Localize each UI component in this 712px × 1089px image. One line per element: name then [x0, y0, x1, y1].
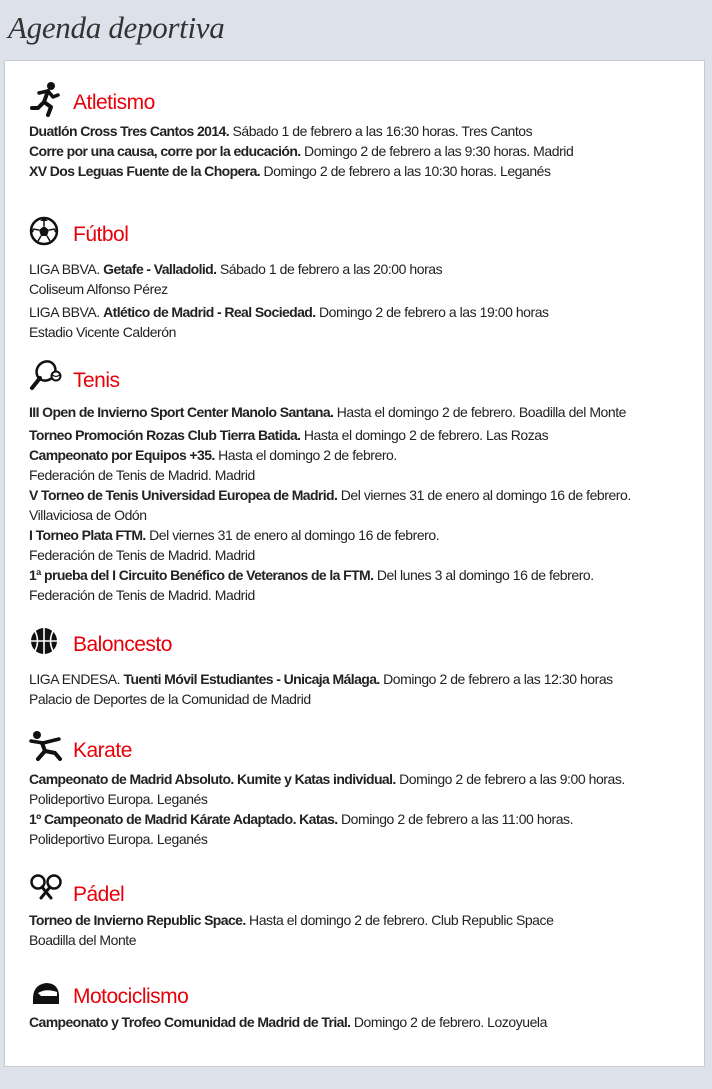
section-motociclismo: [29, 975, 699, 1032]
event-venue: Estadio Vicente Calderón: [29, 324, 176, 340]
event-venue: Federación de Tenis de Madrid. Madrid: [29, 587, 255, 603]
section-baloncesto: [29, 623, 699, 709]
section-tenis: [29, 359, 699, 605]
karate-kick-icon: [29, 729, 63, 765]
runner-icon: [29, 81, 63, 117]
basketball-icon: [29, 625, 63, 661]
section-futbol: [29, 213, 699, 342]
event-line: Corre por una causa, corre por la educación. Domingo 2 de febrero a las 9:30 horas. Madrid: [29, 143, 574, 159]
event-line: LIGA BBVA. Atlético de Madrid - Real Sociedad. Domingo 2 de febrero a las 19:00 horas: [29, 304, 549, 320]
event-line: V Torneo de Tenis Universidad Europea de Madrid. Del viernes 31 de enero al domingo 16 de febrero.: [29, 487, 631, 503]
section-karate: [29, 729, 699, 849]
page-title: Agenda deportiva: [8, 10, 225, 45]
event-venue: Palacio de Deportes de la Comunidad de Madrid: [29, 691, 311, 707]
event-line: I Torneo Plata FTM. Del viernes 31 de enero al domingo 16 de febrero.: [29, 527, 440, 543]
section-title: Tenis: [73, 369, 120, 392]
helmet-icon: [29, 977, 63, 1013]
section-title: Fútbol: [73, 223, 129, 246]
event-venue: Polideportivo Europa. Leganés: [29, 791, 208, 807]
section-title: Karate: [73, 739, 132, 762]
tennis-racket-icon: [29, 359, 63, 395]
soccer-ball-icon: [29, 215, 63, 251]
agenda-panel: [4, 60, 705, 1067]
event-line: Campeonato y Trofeo Comunidad de Madrid de Trial. Domingo 2 de febrero. Lozoyuela: [29, 1014, 547, 1030]
event-line: III Open de Invierno Sport Center Manolo Santana. Hasta el domingo 2 de febrero. Boadilla del Monte: [29, 404, 627, 420]
padel-rackets-icon: [29, 873, 63, 909]
section-title: Motociclismo: [73, 985, 189, 1008]
event-venue: Villaviciosa de Odón: [29, 507, 147, 523]
section-title: Atletismo: [73, 91, 155, 114]
event-line: 1º Campeonato de Madrid Kárate Adaptado. Katas. Domingo 2 de febrero a las 11:00 horas.: [29, 811, 574, 827]
section-padel: [29, 873, 699, 950]
event-venue: Boadilla del Monte: [29, 932, 137, 948]
event-venue: Coliseum Alfonso Pérez: [29, 281, 168, 297]
event-line: Duatlón Cross Tres Cantos 2014. Sábado 1 de febrero a las 16:30 horas. Tres Cantos: [29, 123, 533, 139]
section-title: Pádel: [73, 883, 125, 906]
event-line: 1ª prueba del I Circuito Benéfico de Veteranos de la FTM. Del lunes 3 al domingo 16 de febrero.: [29, 567, 594, 583]
event-line: XV Dos Leguas Fuente de la Chopera. Domingo 2 de febrero a las 10:30 horas. Leganés: [29, 163, 551, 179]
event-venue: Federación de Tenis de Madrid. Madrid: [29, 467, 255, 483]
event-line: Campeonato por Equipos +35. Hasta el domingo 2 de febrero.: [29, 447, 397, 463]
event-line: Torneo Promoción Rozas Club Tierra Batida. Hasta el domingo 2 de febrero. Las Rozas: [29, 427, 549, 443]
event-venue: Polideportivo Europa. Leganés: [29, 831, 208, 847]
section-atletismo: [29, 81, 699, 181]
section-title: Baloncesto: [73, 633, 172, 656]
event-line: LIGA ENDESA. Tuenti Móvil Estudiantes - Unicaja Málaga. Domingo 2 de febrero a las 12:30 horas: [29, 671, 613, 687]
event-line: LIGA BBVA. Getafe - Valladolid. Sábado 1 de febrero a las 20:00 horas: [29, 261, 443, 277]
event-line: Torneo de Invierno Republic Space. Hasta el domingo 2 de febrero. Club Republic Space: [29, 912, 554, 928]
event-line: Campeonato de Madrid Absoluto. Kumite y Katas individual. Domingo 2 de febrero a las 9:00 horas.: [29, 771, 625, 787]
event-venue: Federación de Tenis de Madrid. Madrid: [29, 547, 255, 563]
